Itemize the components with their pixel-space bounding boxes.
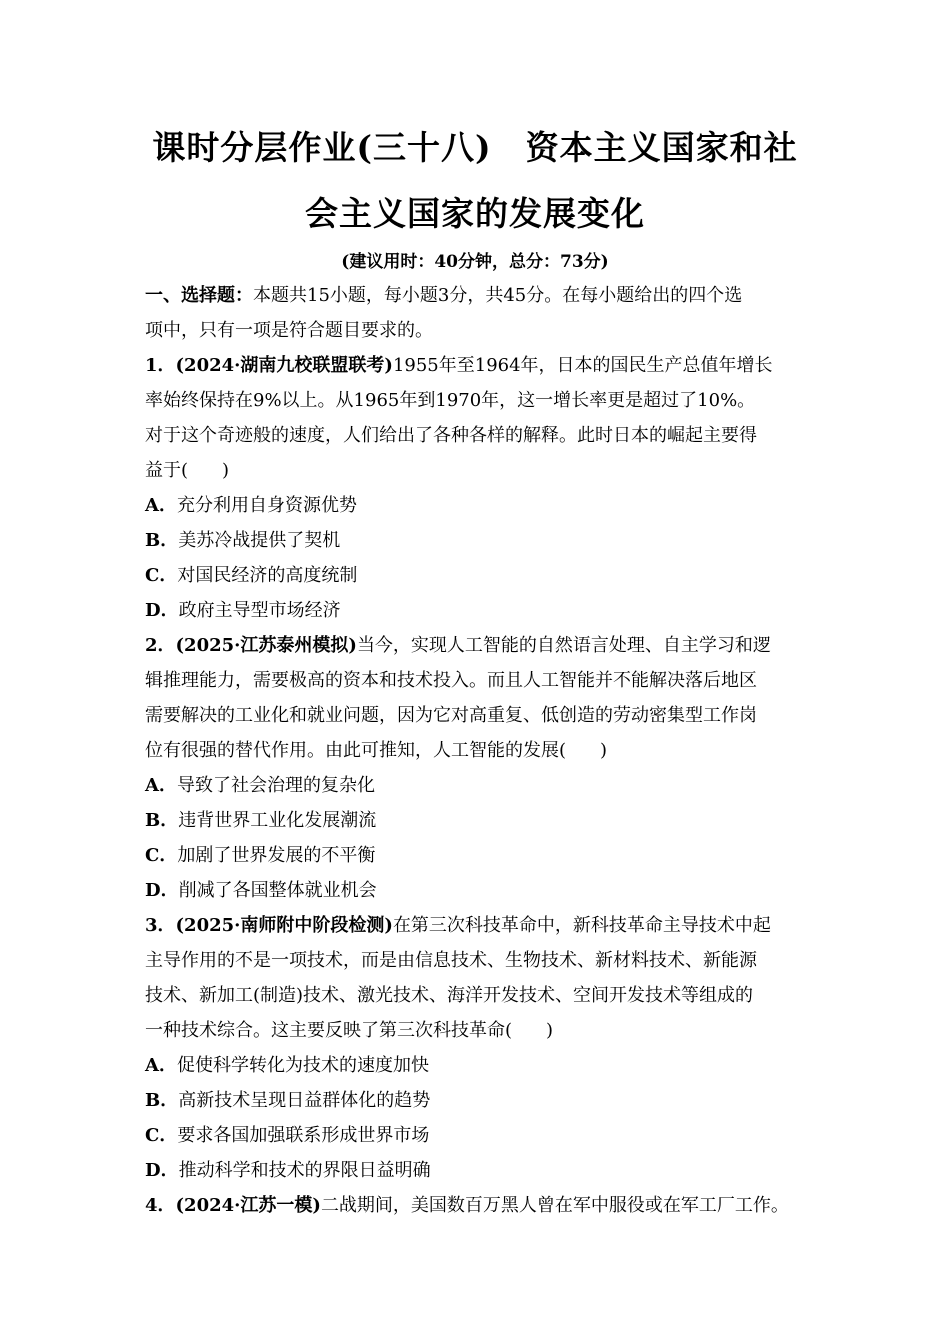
option-b (145, 1083, 825, 1118)
option-label: C． (145, 1125, 178, 1146)
option-label: A． (145, 495, 177, 516)
option-b (145, 803, 825, 838)
question-1-stem (145, 348, 825, 383)
option-c (145, 558, 825, 593)
option-text: 违背世界工业化发展潮流 (178, 810, 377, 831)
answer-blank-close: ) (600, 740, 608, 761)
question-3-stem (145, 908, 825, 943)
option-text: 推动科学和技术的界限日益明确 (178, 1160, 431, 1181)
option-text: 对国民经济的高度统制 (177, 565, 358, 586)
question-source: (2025·江苏泰州模拟) (175, 635, 357, 656)
option-label: D． (145, 1160, 179, 1181)
answer-blank-close: ) (546, 1020, 554, 1041)
option-label: D． (145, 600, 179, 621)
option-label: D． (145, 880, 179, 901)
option-a (145, 1048, 825, 1083)
option-label: A． (145, 775, 177, 796)
option-text: 要求各国加强联系形成世界市场 (177, 1125, 430, 1146)
question-source: (2024·江苏一模) (175, 1195, 321, 1216)
option-b (145, 523, 825, 558)
time-and-score-note: (建议用时：40分钟，总分：73分) (341, 252, 609, 272)
option-text: 促使科学转化为技术的速度加快 (176, 1055, 429, 1076)
question-number: 3． (145, 915, 176, 936)
question-text: 1955年至1964年，日本的国民生产总值年增长 (392, 355, 773, 376)
option-text: 美苏冷战提供了契机 (178, 530, 341, 551)
option-label: A． (145, 1055, 177, 1076)
option-label: C． (145, 565, 178, 586)
option-c (145, 838, 825, 873)
question-source: (2024·湖南九校联盟联考) (175, 355, 393, 376)
page-title-line-2: 会主义国家的发展变化 (305, 194, 645, 233)
section-instruction-cont (145, 313, 825, 348)
question-text: 位有很强的替代作用。由此可推知，人工智能的发展( (145, 740, 567, 761)
answer-blank-close: ) (222, 460, 230, 481)
option-c (145, 1118, 825, 1153)
question-text-blank-line (145, 453, 825, 488)
question-text: 辑推理能力，需要极高的资本和技术投入。而且人工智能并不能解决落后地区 (145, 670, 757, 691)
question-text: 需要解决的工业化和就业问题，因为它对高重复、低创造的劳动密集型工作岗 (145, 705, 757, 726)
question-number: 2． (145, 635, 176, 656)
content-body (145, 278, 825, 1223)
option-a (145, 488, 825, 523)
question-text: 一种技术综合。这主要反映了第三次科技革命( (145, 1020, 513, 1041)
question-text-blank-line (145, 733, 825, 768)
instruction-text-1: 本题共15小题，每小题3分，共45分。在每小题给出的四个选 (253, 285, 743, 306)
question-number: 4． (145, 1195, 176, 1216)
option-text: 加剧了世界发展的不平衡 (177, 845, 376, 866)
option-label: C． (145, 845, 178, 866)
option-d (145, 873, 825, 908)
question-text: 当今，实现人工智能的自然语言处理、自主学习和逻 (356, 635, 771, 656)
option-text: 充分利用自身资源优势 (176, 495, 357, 516)
option-d (145, 593, 825, 628)
instruction-text-2: 项中，只有一项是符合题目要求的。 (145, 320, 433, 341)
option-text: 削减了各国整体就业机会 (178, 880, 377, 901)
question-2-stem (145, 628, 825, 663)
question-text: 益于( (145, 460, 189, 481)
question-text: 率始终保持在9%以上。从1965年到1970年，这一增长率更是超过了10%。 (145, 390, 756, 411)
question-source: (2025·南师附中阶段检测) (175, 915, 393, 936)
question-text: 技术、新加工(制造)技术、激光技术、海洋开发技术、空间开发技术等组成的 (145, 985, 754, 1006)
option-label: B． (145, 530, 179, 551)
question-text: 二战期间，美国数百万黑人曾在军中服役或在军工厂工作。 (320, 1195, 789, 1216)
option-a (145, 768, 825, 803)
section-instruction (145, 278, 825, 313)
question-text-blank-line (145, 1013, 825, 1048)
question-text: 主导作用的不是一项技术，而是由信息技术、生物技术、新材料技术、新能源 (145, 950, 757, 971)
option-label: B． (145, 810, 179, 831)
page-title-line-1: 课时分层作业(三十八) 资本主义国家和社 (152, 128, 798, 167)
option-label: B． (145, 1090, 179, 1111)
question-text: 对于这个奇迹般的速度，人们给出了各种各样的解释。此时日本的崛起主要得 (145, 425, 757, 446)
option-d (145, 1153, 825, 1188)
question-number: 1． (145, 355, 176, 376)
option-text: 导致了社会治理的复杂化 (176, 775, 375, 796)
section-heading: 一、选择题： (145, 285, 253, 306)
option-text: 政府主导型市场经济 (178, 600, 341, 621)
option-text: 高新技术呈现日益群体化的趋势 (178, 1090, 431, 1111)
question-text: 在第三次科技革命中，新科技革命主导技术中起 (392, 915, 771, 936)
question-4-stem (145, 1188, 825, 1223)
